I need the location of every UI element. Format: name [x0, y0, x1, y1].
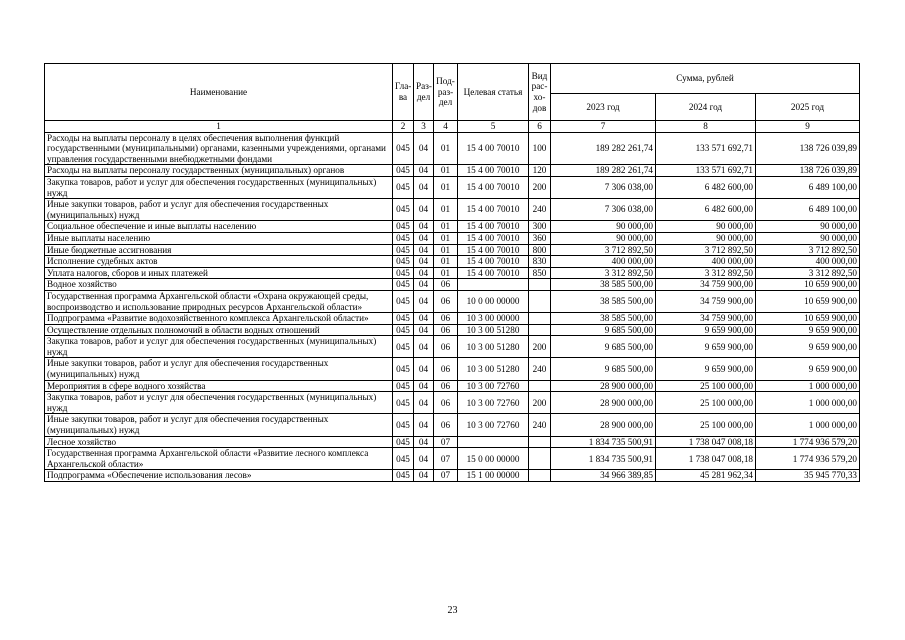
row-vid-rashodov: 360: [529, 232, 551, 244]
row-razdel: 04: [414, 176, 434, 198]
row-name: Лесное хозяйство: [45, 436, 393, 448]
row-podrazdel: 01: [434, 132, 458, 165]
row-celevaya-statya: 15 4 00 70010: [458, 165, 529, 177]
row-sum-2023: 28 900 000,00: [551, 380, 656, 392]
row-celevaya-statya: 10 3 00 72760: [458, 380, 529, 392]
row-vid-rashodov: [529, 448, 551, 470]
row-glava: 045: [393, 244, 414, 256]
header-name: Наименование: [45, 64, 393, 121]
row-sum-2025: 9 659 900,00: [756, 336, 860, 358]
row-sum-2023: 9 685 500,00: [551, 336, 656, 358]
row-vid-rashodov: 240: [529, 199, 551, 221]
row-razdel: 04: [414, 313, 434, 325]
row-podrazdel: 01: [434, 232, 458, 244]
row-vid-rashodov: [529, 470, 551, 482]
row-razdel: 04: [414, 132, 434, 165]
row-glava: 045: [393, 392, 414, 414]
table-row: [45, 290, 860, 312]
row-name: Государственная программа Архангельской области «Охрана окружающей среды, воспроизводство и использование природных ресурсов Архангельской области»: [45, 290, 393, 312]
row-sum-2023: 9 685 500,00: [551, 358, 656, 380]
table-row: [45, 221, 860, 233]
row-glava: 045: [393, 436, 414, 448]
row-razdel: 04: [414, 470, 434, 482]
row-sum-2024: 9 659 900,00: [656, 336, 756, 358]
column-number: 3: [414, 121, 434, 133]
row-sum-2023: 38 585 500,00: [551, 290, 656, 312]
row-celevaya-statya: 10 3 00 51280: [458, 324, 529, 336]
row-name: Расходы на выплаты персоналу государственных (муниципальных) органов: [45, 165, 393, 177]
page-number: 23: [447, 605, 458, 616]
row-sum-2024: 1 738 047 008,18: [656, 436, 756, 448]
row-podrazdel: 06: [434, 358, 458, 380]
row-glava: 045: [393, 176, 414, 198]
row-name: Уплата налогов, сборов и иных платежей: [45, 267, 393, 279]
row-glava: 045: [393, 132, 414, 165]
row-sum-2024: 400 000,00: [656, 256, 756, 268]
row-podrazdel: 06: [434, 380, 458, 392]
table-row: [45, 232, 860, 244]
row-name: Расходы на выплаты персоналу в целях обеспечения выполнения функций государственными (муниципальными) органами, казенными учреждениями, органами управления государственными внебюджетными фондами: [45, 132, 393, 165]
row-vid-rashodov: 200: [529, 392, 551, 414]
table-row: [45, 414, 860, 436]
row-vid-rashodov: [529, 313, 551, 325]
row-podrazdel: 06: [434, 414, 458, 436]
row-celevaya-statya: 15 4 00 70010: [458, 132, 529, 165]
row-sum-2025: 90 000,00: [756, 221, 860, 233]
header-glava: Гла-ва: [393, 64, 414, 121]
row-celevaya-statya: 15 4 00 70010: [458, 267, 529, 279]
column-number: 5: [458, 121, 529, 133]
column-number: 4: [434, 121, 458, 133]
row-name: Иные закупки товаров, работ и услуг для обеспечения государственных (муниципальных) нужд: [45, 358, 393, 380]
table-row: [45, 358, 860, 380]
row-celevaya-statya: 15 4 00 70010: [458, 199, 529, 221]
row-razdel: 04: [414, 324, 434, 336]
table-row: [45, 324, 860, 336]
row-sum-2023: 3 312 892,50: [551, 267, 656, 279]
row-razdel: 04: [414, 256, 434, 268]
row-sum-2024: 25 100 000,00: [656, 414, 756, 436]
table-row: [45, 199, 860, 221]
header-year-2025: 2025 год: [756, 94, 860, 121]
row-name: Государственная программа Архангельской области «Развитие лесного комплекса Архангельской области»: [45, 448, 393, 470]
row-glava: 045: [393, 358, 414, 380]
row-sum-2024: 25 100 000,00: [656, 392, 756, 414]
row-vid-rashodov: 800: [529, 244, 551, 256]
column-number: 7: [551, 121, 656, 133]
row-podrazdel: 06: [434, 392, 458, 414]
table-row: [45, 279, 860, 291]
row-name: Водное хозяйство: [45, 279, 393, 291]
row-sum-2025: 10 659 900,00: [756, 313, 860, 325]
row-celevaya-statya: 15 1 00 00000: [458, 470, 529, 482]
row-podrazdel: 06: [434, 336, 458, 358]
row-sum-2025: 6 489 100,00: [756, 176, 860, 198]
row-glava: 045: [393, 199, 414, 221]
row-sum-2023: 38 585 500,00: [551, 313, 656, 325]
row-sum-2025: 3 712 892,50: [756, 244, 860, 256]
header-year-2023: 2023 год: [551, 94, 656, 121]
row-razdel: 04: [414, 221, 434, 233]
row-sum-2024: 34 759 900,00: [656, 279, 756, 291]
row-sum-2025: 138 726 039,89: [756, 132, 860, 165]
row-sum-2023: 28 900 000,00: [551, 414, 656, 436]
budget-table: [44, 63, 860, 482]
row-sum-2025: 1 000 000,00: [756, 414, 860, 436]
table-row: [45, 244, 860, 256]
row-sum-2024: 34 759 900,00: [656, 290, 756, 312]
row-sum-2023: 1 834 735 500,91: [551, 448, 656, 470]
row-sum-2025: 1 000 000,00: [756, 392, 860, 414]
row-glava: 045: [393, 232, 414, 244]
header-razdel: Раз-дел: [414, 64, 434, 121]
table-row: [45, 392, 860, 414]
row-sum-2025: 1 774 936 579,20: [756, 448, 860, 470]
row-vid-rashodov: 830: [529, 256, 551, 268]
row-razdel: 04: [414, 336, 434, 358]
row-glava: 045: [393, 380, 414, 392]
row-podrazdel: 06: [434, 313, 458, 325]
row-sum-2023: 90 000,00: [551, 221, 656, 233]
row-sum-2023: 34 966 389,85: [551, 470, 656, 482]
row-vid-rashodov: [529, 324, 551, 336]
row-podrazdel: 01: [434, 256, 458, 268]
header-vid-rashodov: Вид рас-хо-дов: [529, 64, 551, 121]
row-razdel: 04: [414, 244, 434, 256]
row-sum-2024: 25 100 000,00: [656, 380, 756, 392]
row-glava: 045: [393, 448, 414, 470]
row-razdel: 04: [414, 436, 434, 448]
row-name: Иные выплаты населению: [45, 232, 393, 244]
row-razdel: 04: [414, 380, 434, 392]
row-name: Иные закупки товаров, работ и услуг для обеспечения государственных (муниципальных) нужд: [45, 414, 393, 436]
row-sum-2025: 10 659 900,00: [756, 290, 860, 312]
row-celevaya-statya: 15 4 00 70010: [458, 244, 529, 256]
row-sum-2024: 45 281 962,34: [656, 470, 756, 482]
table-row: [45, 448, 860, 470]
row-name: Осуществление отдельных полномочий в области водных отношений: [45, 324, 393, 336]
row-name: Закупка товаров, работ и услуг для обеспечения государственных (муниципальных) нужд: [45, 392, 393, 414]
row-sum-2025: 1 000 000,00: [756, 380, 860, 392]
table-row: [45, 380, 860, 392]
row-sum-2023: 7 306 038,00: [551, 199, 656, 221]
row-razdel: 04: [414, 279, 434, 291]
row-sum-2025: 400 000,00: [756, 256, 860, 268]
row-celevaya-statya: 10 3 00 72760: [458, 392, 529, 414]
row-vid-rashodov: [529, 380, 551, 392]
row-glava: 045: [393, 256, 414, 268]
row-sum-2023: 7 306 038,00: [551, 176, 656, 198]
row-glava: 045: [393, 414, 414, 436]
row-razdel: 04: [414, 232, 434, 244]
header-year-2024: 2024 год: [656, 94, 756, 121]
row-razdel: 04: [414, 358, 434, 380]
table-row: [45, 256, 860, 268]
row-celevaya-statya: [458, 436, 529, 448]
row-sum-2023: 189 282 261,74: [551, 165, 656, 177]
row-celevaya-statya: [458, 279, 529, 291]
column-number: 1: [45, 121, 393, 133]
row-sum-2023: 1 834 735 500,91: [551, 436, 656, 448]
row-sum-2024: 90 000,00: [656, 232, 756, 244]
row-vid-rashodov: [529, 290, 551, 312]
table-body: [45, 132, 860, 481]
row-vid-rashodov: [529, 436, 551, 448]
row-glava: 045: [393, 267, 414, 279]
row-vid-rashodov: 240: [529, 358, 551, 380]
table-row: [45, 470, 860, 482]
row-name: Закупка товаров, работ и услуг для обеспечения государственных (муниципальных) нужд: [45, 336, 393, 358]
row-sum-2025: 9 659 900,00: [756, 358, 860, 380]
row-sum-2025: 10 659 900,00: [756, 279, 860, 291]
row-name: Подпрограмма «Развитие водохозяйственного комплекса Архангельской области»: [45, 313, 393, 325]
header-podrazdel: Под-раз-дел: [434, 64, 458, 121]
table-row: [45, 165, 860, 177]
row-sum-2024: 9 659 900,00: [656, 324, 756, 336]
header-celevaya-statya: Целевая статья: [458, 64, 529, 121]
table-row: [45, 267, 860, 279]
row-glava: 045: [393, 324, 414, 336]
table-row: [45, 176, 860, 198]
row-sum-2025: 90 000,00: [756, 232, 860, 244]
row-razdel: 04: [414, 392, 434, 414]
row-glava: 045: [393, 221, 414, 233]
row-vid-rashodov: 300: [529, 221, 551, 233]
row-podrazdel: 01: [434, 267, 458, 279]
row-sum-2024: 6 482 600,00: [656, 199, 756, 221]
row-razdel: 04: [414, 267, 434, 279]
row-name: Подпрограмма «Обеспечение использования лесов»: [45, 470, 393, 482]
row-vid-rashodov: 100: [529, 132, 551, 165]
row-sum-2023: 90 000,00: [551, 232, 656, 244]
row-sum-2025: 3 312 892,50: [756, 267, 860, 279]
row-razdel: 04: [414, 165, 434, 177]
row-vid-rashodov: 200: [529, 176, 551, 198]
row-sum-2023: 9 685 500,00: [551, 324, 656, 336]
row-sum-2023: 400 000,00: [551, 256, 656, 268]
row-sum-2025: 9 659 900,00: [756, 324, 860, 336]
row-name: Мероприятия в сфере водного хозяйства: [45, 380, 393, 392]
row-sum-2023: 28 900 000,00: [551, 392, 656, 414]
row-sum-2024: 34 759 900,00: [656, 313, 756, 325]
row-podrazdel: 01: [434, 199, 458, 221]
row-glava: 045: [393, 470, 414, 482]
row-name: Закупка товаров, работ и услуг для обеспечения государственных (муниципальных) нужд: [45, 176, 393, 198]
row-podrazdel: 07: [434, 448, 458, 470]
header-summa: Сумма, рублей: [551, 64, 860, 94]
row-sum-2024: 3 312 892,50: [656, 267, 756, 279]
row-sum-2025: 35 945 770,33: [756, 470, 860, 482]
row-sum-2025: 138 726 039,89: [756, 165, 860, 177]
row-celevaya-statya: 10 3 00 51280: [458, 358, 529, 380]
row-vid-rashodov: 240: [529, 414, 551, 436]
row-name: Иные закупки товаров, работ и услуг для обеспечения государственных (муниципальных) нужд: [45, 199, 393, 221]
row-razdel: 04: [414, 199, 434, 221]
row-podrazdel: 01: [434, 176, 458, 198]
row-podrazdel: 06: [434, 290, 458, 312]
row-glava: 045: [393, 290, 414, 312]
row-sum-2024: 6 482 600,00: [656, 176, 756, 198]
row-celevaya-statya: 10 3 00 00000: [458, 313, 529, 325]
row-celevaya-statya: 10 0 00 00000: [458, 290, 529, 312]
table-row: [45, 436, 860, 448]
row-sum-2023: 189 282 261,74: [551, 132, 656, 165]
row-name: Иные бюджетные ассигнования: [45, 244, 393, 256]
table-row: [45, 336, 860, 358]
row-podrazdel: 06: [434, 279, 458, 291]
table-row: [45, 132, 860, 165]
row-name: Исполнение судебных актов: [45, 256, 393, 268]
column-number: 8: [656, 121, 756, 133]
row-sum-2024: 90 000,00: [656, 221, 756, 233]
row-sum-2024: 133 571 692,71: [656, 132, 756, 165]
row-podrazdel: 07: [434, 470, 458, 482]
row-sum-2024: 3 712 892,50: [656, 244, 756, 256]
row-glava: 045: [393, 313, 414, 325]
row-podrazdel: 01: [434, 221, 458, 233]
row-celevaya-statya: 10 3 00 72760: [458, 414, 529, 436]
row-sum-2024: 9 659 900,00: [656, 358, 756, 380]
row-razdel: 04: [414, 448, 434, 470]
row-razdel: 04: [414, 414, 434, 436]
row-celevaya-statya: 15 4 00 70010: [458, 176, 529, 198]
row-celevaya-statya: 15 4 00 70010: [458, 256, 529, 268]
table-row: [45, 313, 860, 325]
row-glava: 045: [393, 336, 414, 358]
row-razdel: 04: [414, 290, 434, 312]
column-number: 9: [756, 121, 860, 133]
row-vid-rashodov: 850: [529, 267, 551, 279]
row-celevaya-statya: 15 0 00 00000: [458, 448, 529, 470]
row-podrazdel: 07: [434, 436, 458, 448]
row-sum-2025: 1 774 936 579,20: [756, 436, 860, 448]
row-vid-rashodov: [529, 279, 551, 291]
row-celevaya-statya: 15 4 00 70010: [458, 232, 529, 244]
row-celevaya-statya: 10 3 00 51280: [458, 336, 529, 358]
column-number: 2: [393, 121, 414, 133]
row-sum-2023: 38 585 500,00: [551, 279, 656, 291]
row-name: Социальное обеспечение и иные выплаты населению: [45, 221, 393, 233]
column-number-row: [45, 121, 860, 133]
row-sum-2024: 1 738 047 008,18: [656, 448, 756, 470]
row-vid-rashodov: 120: [529, 165, 551, 177]
row-podrazdel: 01: [434, 165, 458, 177]
row-sum-2025: 6 489 100,00: [756, 199, 860, 221]
row-sum-2024: 133 571 692,71: [656, 165, 756, 177]
row-podrazdel: 06: [434, 324, 458, 336]
row-vid-rashodov: 200: [529, 336, 551, 358]
row-glava: 045: [393, 279, 414, 291]
column-number: 6: [529, 121, 551, 133]
row-glava: 045: [393, 165, 414, 177]
row-celevaya-statya: 15 4 00 70010: [458, 221, 529, 233]
row-podrazdel: 01: [434, 244, 458, 256]
row-sum-2023: 3 712 892,50: [551, 244, 656, 256]
